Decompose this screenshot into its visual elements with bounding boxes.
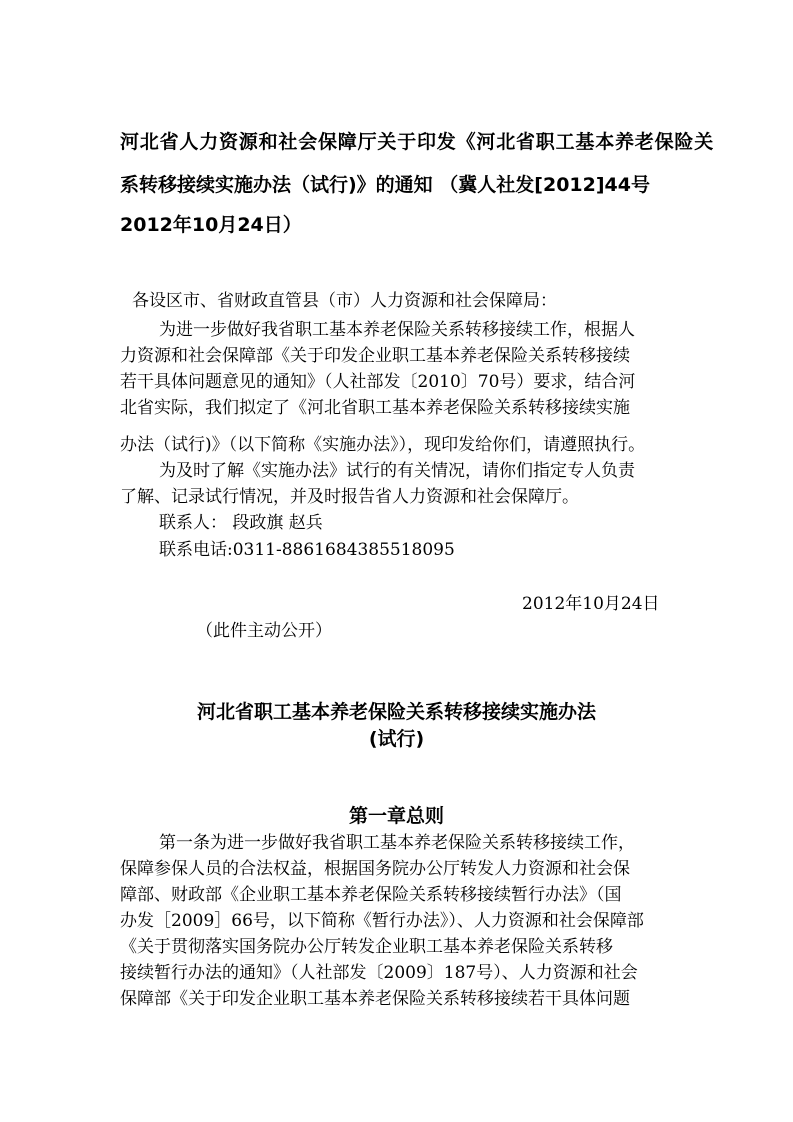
article-line: 办发［2009］66号，以下简称《暂行办法》）、人力资源和社会保障部 (120, 911, 644, 931)
issue-date: 2012年10月24日 (522, 594, 660, 614)
contact-phone: 联系电话:0311-8861684385518095 (159, 540, 455, 560)
attachment-title: 河北省职工基本养老保险关系转移接续实施办法 (196, 701, 596, 723)
article-line: 第一条为进一步做好我省职工基本养老保险关系转移接续工作， (159, 833, 635, 853)
body-line: 办法（试行)》（以下简称《实施办法》），现印发给你们，请遵照执行。 (120, 435, 646, 455)
article-line: 保障部《关于印发企业职工基本养老保险关系转移接续若干具体问题 (120, 989, 630, 1009)
notice-title-line-3: 2012年10月24日） (120, 214, 302, 236)
body-line: 北省实际，我们拟定了《河北省职工基本养老保险关系转移接续实施 (120, 398, 630, 418)
body-line: 了解、记录试行情况，并及时报告省人力资源和社会保障厅。 (120, 487, 579, 507)
article-line: 障部、财政部《企业职工基本养老保险关系转移接续暂行办法》（国 (120, 885, 622, 905)
body-line: 为进一步做好我省职工基本养老保险关系转移接续工作，根据人 (159, 320, 635, 340)
body-line: 为及时了解《实施办法》试行的有关情况，请你们指定专人负责 (159, 461, 635, 481)
article-line: 《关于贯彻落实国务院办公厅转发企业职工基本养老保险关系转移 (120, 937, 613, 957)
contact-person: 联系人： 段政旗 赵兵 (159, 513, 323, 533)
article-line: 接续暂行办法的通知》（人社部发〔2009〕187号）、人力资源和社会 (120, 963, 638, 983)
publicity-note: （此件主动公开） (196, 621, 332, 641)
body-line: 若干具体问题意见的通知》（人社部发〔2010〕70号）要求，结合河 (120, 372, 636, 392)
attachment-subtitle: (试行) (368, 728, 425, 750)
salutation: 各设区市、省财政直管县（市）人力资源和社会保障局： (132, 291, 557, 311)
body-line: 力资源和社会保障部《关于印发企业职工基本养老保险关系转移接续 (120, 346, 630, 366)
notice-title-line-2: 系转移接续实施办法（试行)》的通知 （冀人社发[2012]44号 (120, 174, 650, 196)
notice-title-line-1: 河北省人力资源和社会保障厅关于印发《河北省职工基本养老保险关 (120, 131, 715, 153)
article-line: 保障参保人员的合法权益，根据国务院办公厅转发人力资源和社会保 (120, 859, 630, 879)
chapter-heading: 第一章总则 (348, 805, 444, 827)
